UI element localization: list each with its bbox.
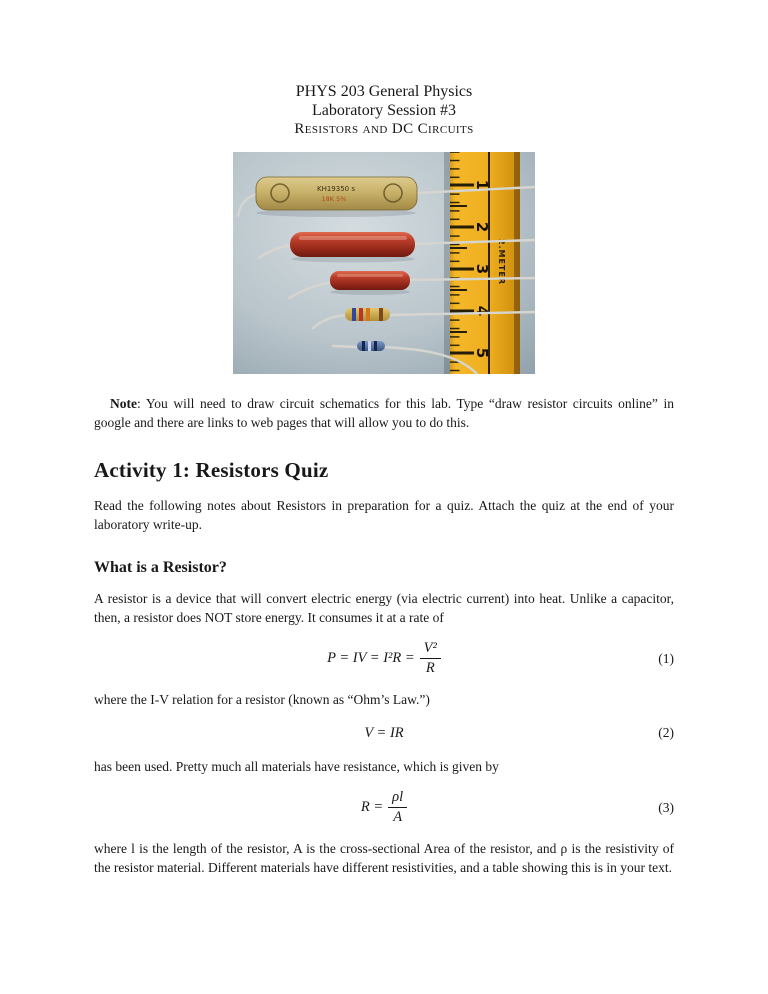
large-red-resistor [290,232,415,263]
paragraph-resistivity: where l is the length of the resistor, A is the cross-sectional Area of the resistor, and ρ is the resistivity of the resistor material. Different materials have different resistivities, and a table showing this is in your text. [94,841,674,875]
equation-1 [94,640,674,677]
medium-red-resistor [330,271,410,295]
ceramic-resistor-body [256,177,417,210]
paragraph-ohms-law: where the I-V relation for a resistor (known as “Ohm’s Law.”) [94,692,430,707]
tiny-blue-resistor [357,341,385,351]
eq1-fraction [420,640,441,677]
large-red-resistor-body [290,232,415,257]
session-title: Laboratory Session #3 [312,102,456,119]
eq3-fraction [388,789,407,826]
section-heading: What is a Resistor? [94,559,227,576]
eq3-numerator: ρl [388,789,407,808]
eq3-denominator: A [393,809,403,825]
eq1-denominator: R [425,660,435,676]
eq2-body: V = IR [364,724,404,741]
document-header [94,82,674,139]
equation-2 [94,722,674,744]
paragraph-resistor-definition: A resistor is a device that will convert electric energy (via electric current) into heat. Unlike a capacitor, then, a resistor does NOT store energy. It consumes it at a rate of [94,591,674,625]
medium-red-resistor-body [330,271,410,290]
eq1-number: (1) [658,650,674,666]
ruler-number-1: 1 [473,179,491,191]
eq3-number: (3) [658,799,674,815]
paragraph-resistance: has been used. Pretty much all materials have resistance, which is given by [94,759,499,774]
eq1-body: P = IV = I²R = [327,650,415,666]
ruler-meter-label: 2.METER [497,238,506,286]
small-banded-resistor [345,308,390,321]
session-subtitle: Resistors and DC Circuits [294,121,474,137]
note-label: Note [110,396,137,411]
ruler [444,152,520,374]
ruler-number-2: 2 [473,221,491,233]
resistor-marking-line2: 18K 5% [321,195,347,203]
equation-3 [94,789,674,826]
course-title: PHYS 203 General Physics [295,83,473,100]
note-paragraph [94,394,674,432]
ruler-number-5: 5 [473,347,491,359]
ruler-number-3: 3 [473,263,491,275]
eq2-number: (2) [658,725,674,740]
eq3-body: R = [360,799,384,815]
resistors-photo [233,152,535,374]
ruler-number-4: 4 [473,305,491,317]
note-text: : You will need to draw circuit schematics for this lab. Type “draw resistor circuits online” in google and there are links to web pages that will allow you to do this. [94,396,674,430]
activity-heading: Activity 1: Resistors Quiz [94,458,329,482]
resistor-marking-line1: KH19350 s [317,185,355,193]
resistors-photo-svg [233,152,535,374]
eq1-numerator: V² [420,640,441,659]
ceramic-resistor [256,177,417,217]
activity-intro: Read the following notes about Resistors in preparation for a quiz. Attach the quiz at the end of your laboratory write-up. [94,498,674,532]
